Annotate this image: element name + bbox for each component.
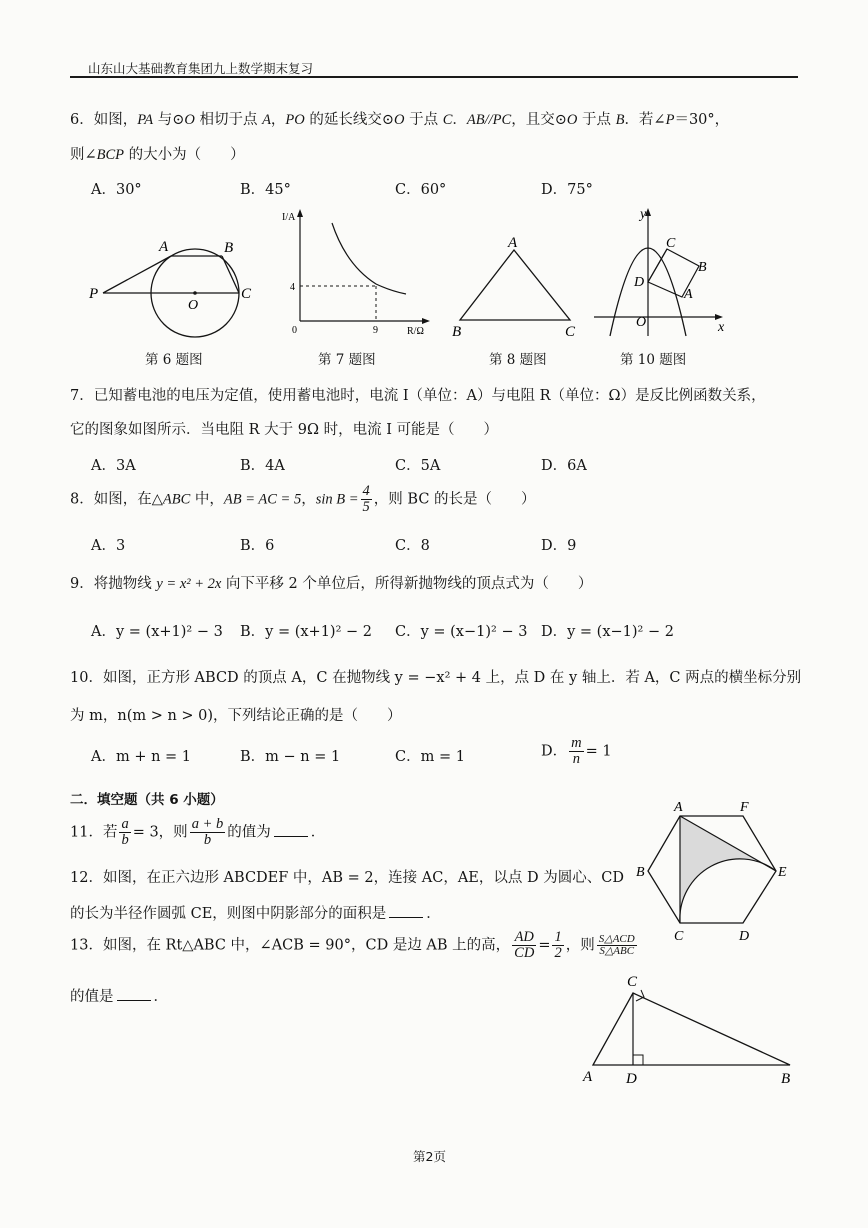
fig6-label-o: O (188, 298, 199, 313)
fig6-label-a: A (159, 239, 169, 255)
figure-6-caption: 第 6 题图 (145, 352, 203, 368)
fig13-label-c: C (627, 974, 638, 990)
question-9-option-a[interactable]: A．y = (x+1)² − 3 (91, 624, 223, 640)
question-6-option-d[interactable]: D．75° (541, 182, 593, 198)
question-11-answer-blank[interactable] (274, 824, 308, 837)
fig8-label-b: B (452, 324, 462, 340)
fig12-label-b: B (636, 865, 645, 880)
figure-7-caption: 第 7 题图 (318, 352, 376, 368)
fig12-label-e: E (778, 865, 787, 880)
question-6-option-a[interactable]: A．30° (91, 182, 142, 198)
fig7-tick-9: 9 (373, 325, 378, 336)
figure-6-diagram (85, 230, 260, 345)
question-7-option-d[interactable]: D．6A (541, 458, 587, 474)
question-7-line-1: 7．已知蓄电池的电压为定值，使用蓄电池时，电流 I（单位：A）与电阻 R（单位：Ω）是反比例函数关系， (70, 388, 766, 404)
question-9-stem: 9．将抛物线 y = x² + 2x 向下平移 2 个单位后，所得新抛物线的顶点式为（ ） (70, 576, 593, 592)
fig10-label-b: B (698, 260, 707, 275)
fig10-label-d: D (634, 275, 645, 290)
question-8-option-c[interactable]: C．8 (395, 538, 430, 554)
fig7-y-axis-label: I/A (282, 212, 296, 223)
fig12-label-d: D (739, 929, 750, 944)
question-10-option-c[interactable]: C．m = 1 (395, 749, 465, 765)
question-8-option-a[interactable]: A．3 (91, 538, 126, 554)
fig13-label-d: D (626, 1071, 637, 1087)
figure-8-triangle (448, 232, 588, 340)
question-12-line-1: 12．如图，在正六边形 ABCDEF 中，AB = 2，连接 AC，AE，以点 D 为圆心、CD (70, 870, 624, 886)
page-number: 第2页 (413, 1149, 446, 1164)
question-12-line-2: 的长为半径作圆弧 CE，则图中阴影部分的面积是 ． (70, 906, 441, 922)
fig10-label-a: A (684, 287, 693, 302)
fig7-x-axis-label: R/Ω (407, 326, 424, 337)
figure-10-caption: 第 10 题图 (620, 352, 687, 368)
question-8-option-d[interactable]: D．9 (541, 538, 577, 554)
question-12-answer-blank[interactable] (389, 905, 423, 918)
fig7-origin: 0 (292, 325, 297, 336)
question-9-option-d[interactable]: D．y = (x−1)² − 2 (541, 624, 674, 640)
fig6-label-c: C (241, 286, 252, 302)
question-10-line-2: 为 m，n(m > n > 0)，下列结论正确的是（ ） (70, 708, 402, 724)
fig6-label-p: P (89, 286, 99, 302)
fig10-label-o: O (636, 315, 647, 330)
fig8-label-c: C (565, 324, 576, 340)
question-10-line-1: 10．如图，正方形 ABCD 的顶点 A，C 在抛物线 y = −x² + 4 上，点 D 在 y 轴上．若 A，C 两点的横坐标分别 (70, 670, 802, 686)
header-rule (70, 76, 798, 78)
question-10-option-a[interactable]: A．m + n = 1 (91, 749, 192, 765)
question-6-line-2: 则∠BCP 的大小为（ ） (70, 147, 245, 163)
question-10-option-d[interactable]: D． $\frac{m}{n}$ = 1 (541, 735, 612, 768)
figure-8-caption: 第 8 题图 (489, 352, 547, 368)
question-9-option-c[interactable]: C．y = (x−1)² − 3 (395, 624, 528, 640)
question-13-stem: 13．如图，在 Rt△ABC 中，∠ACB = 90°，CD 是边 AB 上的高， $\frac{AD}{CD}$ = $\frac{1}{2}$ ，则 $\frac{\text{S△ACD}}{\text{S△ABC}}$ (70, 929, 635, 962)
question-6-line-1: 6．如图，PA 与⊙O 相切于点 A，PO 的延长线交⊙O 于点 C．AB//PC，且交⊙O 于点 B．若∠P＝30°， (70, 112, 730, 128)
figure-13-right-triangle (580, 968, 800, 1090)
question-9-option-b[interactable]: B．y = (x+1)² − 2 (240, 624, 372, 640)
fig10-label-y: y (640, 207, 647, 222)
section-2-title: 二．填空题（共 6 小题） (70, 792, 224, 808)
document-header: 山东山大基础教育集团九上数学期末复习 (88, 61, 314, 76)
figure-12-hexagon (632, 796, 797, 946)
fig8-label-a: A (508, 235, 518, 251)
figure-7-graph (276, 203, 436, 343)
question-7-option-a[interactable]: A．3A (91, 458, 136, 474)
question-8-option-b[interactable]: B．6 (240, 538, 275, 554)
question-11-stem: 11．若 $\frac{a}{b}$ = 3，则 $\frac{a + b}{b}$ 的值为 ． (70, 816, 326, 849)
fig10-label-c: C (666, 236, 676, 251)
fig12-label-c: C (674, 929, 684, 944)
question-7-option-c[interactable]: C．5A (395, 458, 441, 474)
fig12-label-f: F (740, 800, 749, 815)
fig7-tick-4: 4 (290, 282, 295, 293)
question-8-stem: 8．如图，在△ABC 中，AB = AC = 5，sin B = $\frac{4}{5}$ ，则 BC 的长是（ ） (70, 483, 536, 516)
figure-10-parabola (588, 200, 738, 340)
question-10-option-b[interactable]: B．m − n = 1 (240, 749, 341, 765)
question-7-line-2: 它的图象如图所示．当电阻 R 大于 9Ω 时，电流 I 可能是（ ） (70, 422, 499, 438)
fig12-label-a: A (674, 800, 683, 815)
question-13-answer-blank[interactable] (117, 988, 151, 1001)
fig6-label-b: B (224, 240, 234, 256)
question-13-line-2: 的值是 ． (70, 989, 168, 1005)
question-6-option-c[interactable]: C．60° (395, 182, 447, 198)
question-6-option-b[interactable]: B．45° (240, 182, 291, 198)
question-7-option-b[interactable]: B．4A (240, 458, 285, 474)
fig13-label-b: B (781, 1071, 791, 1087)
fig10-label-x: x (718, 320, 725, 335)
fig13-label-a: A (583, 1069, 593, 1085)
